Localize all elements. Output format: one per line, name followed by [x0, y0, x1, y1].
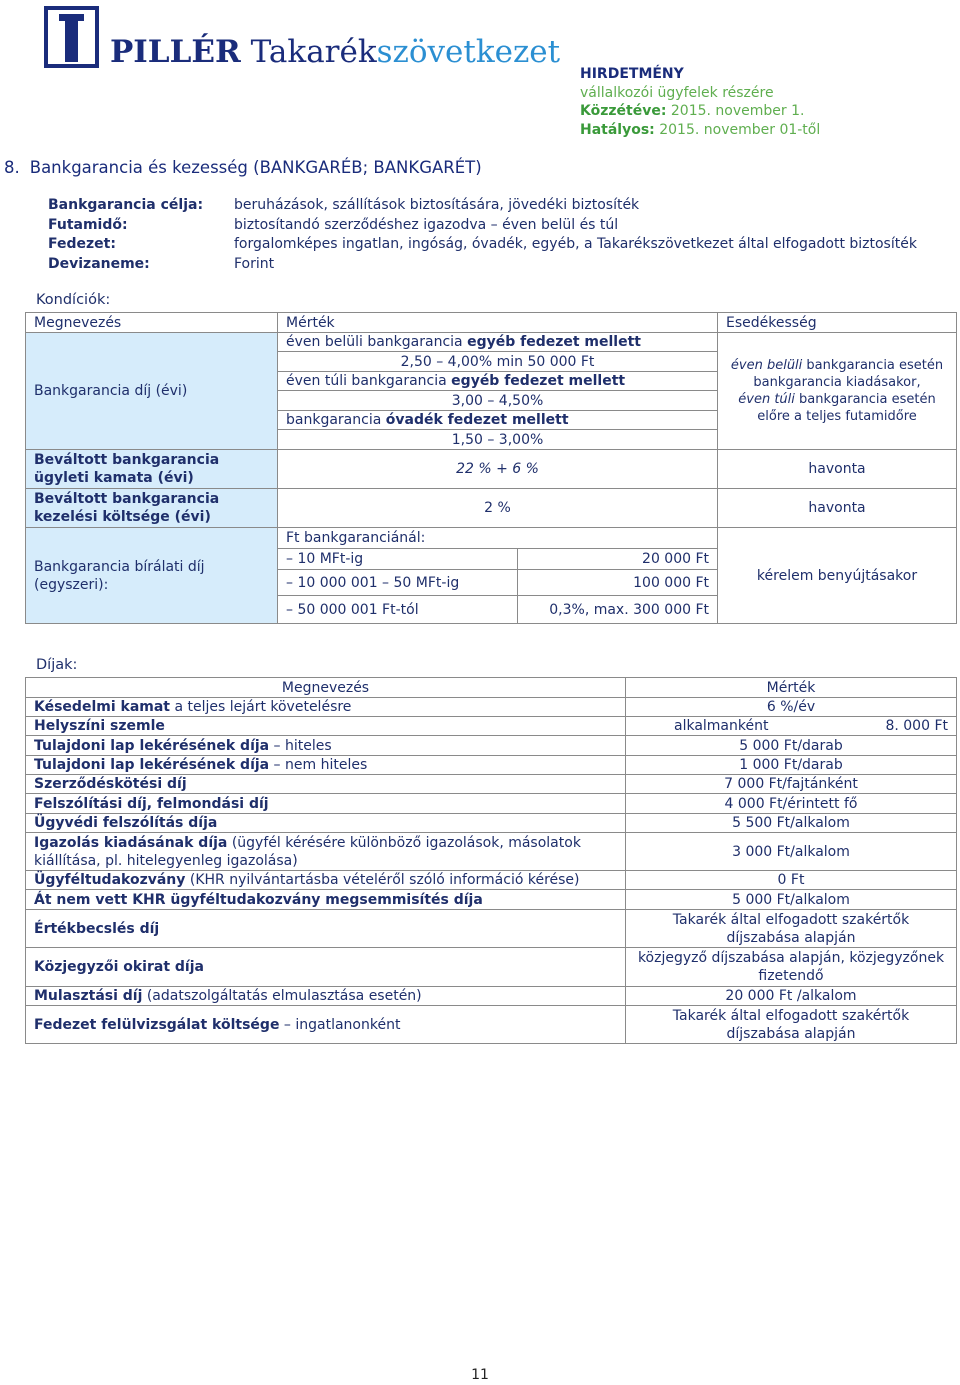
fee-label: Bankgarancia díj (évi)	[26, 333, 278, 450]
row-label: Beváltott bankgarancia ügyleti kamata (évi)	[26, 450, 278, 489]
fee-name: Igazolás kiadásának díja (ügyfél kérésére különböző igazolások, másolatok kiállítása, pl. hitelegyenleg igazolása)	[26, 833, 626, 871]
fee-name: Mulasztási díj (adatszolgáltatás elmulasztása esetén)	[26, 987, 626, 1006]
rate-line: éven túli bankgarancia egyéb fedezet mellett	[278, 372, 718, 391]
definition-value: Forint	[234, 255, 275, 272]
band-label: – 50 000 001 Ft-tól	[278, 596, 518, 624]
definition-labels	[48, 196, 203, 274]
row-label: Beváltott bankgarancia kezelési költsége (évi)	[26, 489, 278, 528]
band-label: – 10 000 001 – 50 MFt-ig	[278, 570, 518, 596]
fee-name: Felszólítási díj, felmondási díj	[26, 794, 626, 814]
definition-value: biztosítandó szerződéshez igazodva – éven belül és túl	[234, 216, 619, 233]
row-value: 22 % + 6 %	[278, 450, 718, 489]
fee-name: Tulajdoni lap lekérésének díja – nem hiteles	[26, 756, 626, 775]
fee-name: Tulajdoni lap lekérésének díja – hiteles	[26, 736, 626, 756]
definition-value: forgalomképes ingatlan, ingóság, óvadék, egyéb, a Takarékszövetkezet által elfogadott biztosíték	[234, 236, 917, 252]
row-due: havonta	[718, 450, 957, 489]
row-intro: Ft bankgaranciánál:	[278, 528, 718, 549]
fee-value: 4 000 Ft/érintett fő	[626, 794, 957, 814]
fee-name: Át nem vett KHR ügyféltudakozvány megsemmisítés díja	[26, 890, 626, 910]
effective-label: Hatályos:	[580, 121, 655, 138]
definition-value: beruházások, szállítások biztosítására, jövedéki biztosíték	[234, 197, 640, 213]
fee-value: közjegyző díjszabása alapján, közjegyzőnek fizetendő	[626, 948, 957, 987]
fee-value: alkalmanként 8. 000 Ft	[626, 717, 957, 736]
definition-label: Bankgarancia célja:	[48, 197, 204, 213]
fee-value: 5 000 Ft/alkalom	[626, 890, 957, 910]
fee-name: Közjegyzői okirat díja	[26, 948, 626, 987]
rate-value: 2,50 – 4,00% min 50 000 Ft	[278, 352, 718, 372]
due-text: éven belüli bankgarancia esetén bankgarancia kiadásakor, éven túli bankgarancia esetén előre a teljes futamidőre	[718, 333, 957, 450]
conditions-title: Kondíciók:	[36, 292, 111, 308]
fee-value: 5 500 Ft/alkalom	[626, 814, 957, 833]
row-due: kérelem benyújtásakor	[718, 528, 957, 624]
col-header-rate: Mérték	[626, 678, 957, 698]
fee-value: Takarék által elfogadott szakértők díjszabása alapján	[626, 1006, 957, 1044]
notice-title: HIRDETMÉNY	[580, 66, 684, 82]
col-header-due: Esedékesség	[718, 313, 957, 333]
fee-name: Fedezet felülvizsgálat költsége – ingatlanonként	[26, 1006, 626, 1044]
fee-value: 7 000 Ft/fajtánként	[626, 775, 957, 794]
published-value: 2015. november 1.	[670, 103, 805, 119]
fee-value: 20 000 Ft /alkalom	[626, 987, 957, 1006]
page-number: 11	[471, 1367, 489, 1383]
definition-values	[234, 196, 917, 274]
fee-name: Helyszíni szemle	[26, 717, 626, 736]
conditions-table	[25, 312, 957, 624]
section-heading: 8. Bankgarancia és kezesség (BANKGARÉB; BANKGARÉT)	[4, 158, 482, 177]
fee-value: Takarék által elfogadott szakértők díjszabása alapján	[626, 910, 957, 948]
fee-value: 5 000 Ft/darab	[626, 736, 957, 756]
rate-value: 1,50 – 3,00%	[278, 430, 718, 450]
row-value: 2 %	[278, 489, 718, 528]
notice-subtitle: vállalkozói ügyfelek részére	[580, 84, 774, 101]
fee-value: 0 Ft	[626, 871, 957, 890]
band-value: 100 000 Ft	[518, 570, 718, 596]
fee-value: 1 000 Ft/darab	[626, 756, 957, 775]
fee-name: Késedelmi kamat a teljes lejárt követelésre	[26, 698, 626, 717]
definition-label: Futamidő:	[48, 216, 128, 233]
col-header-name: Megnevezés	[26, 678, 626, 698]
fee-name: Értékbecslés díj	[26, 910, 626, 948]
band-label: – 10 MFt-ig	[278, 549, 518, 570]
logo-mark-bar	[65, 20, 78, 62]
band-value: 20 000 Ft	[518, 549, 718, 570]
band-value: 0,3%, max. 300 000 Ft	[518, 596, 718, 624]
fees-table	[25, 677, 957, 1044]
fee-value: 3 000 Ft/alkalom	[626, 833, 957, 871]
fees-title: Díjak:	[36, 657, 78, 673]
effective-value: 2015. november 01-től	[659, 121, 821, 138]
notice-block	[580, 65, 820, 139]
col-header-rate: Mérték	[278, 313, 718, 333]
published-label: Közzétéve:	[580, 103, 667, 119]
definition-label: Devizaneme:	[48, 255, 150, 272]
fee-name: Ügyféltudakozvány (KHR nyilvántartásba vételéről szóló információ kérése)	[26, 871, 626, 890]
row-due: havonta	[718, 489, 957, 528]
rate-line: bankgarancia óvadék fedezet mellett	[278, 411, 718, 430]
fee-name: Ügyvédi felszólítás díja	[26, 814, 626, 833]
rate-line: éven belüli bankgarancia egyéb fedezet mellett	[278, 333, 718, 352]
rate-value: 3,00 – 4,50%	[278, 391, 718, 411]
col-header-name: Megnevezés	[26, 313, 278, 333]
fee-name: Szerződéskötési díj	[26, 775, 626, 794]
row-label: Bankgarancia bírálati díj (egyszeri):	[26, 528, 278, 624]
brand-name: PILLÉR Takarékszövetkezet	[110, 34, 561, 70]
fee-value: 6 %/év	[626, 698, 957, 717]
definition-label: Fedezet:	[48, 236, 116, 252]
